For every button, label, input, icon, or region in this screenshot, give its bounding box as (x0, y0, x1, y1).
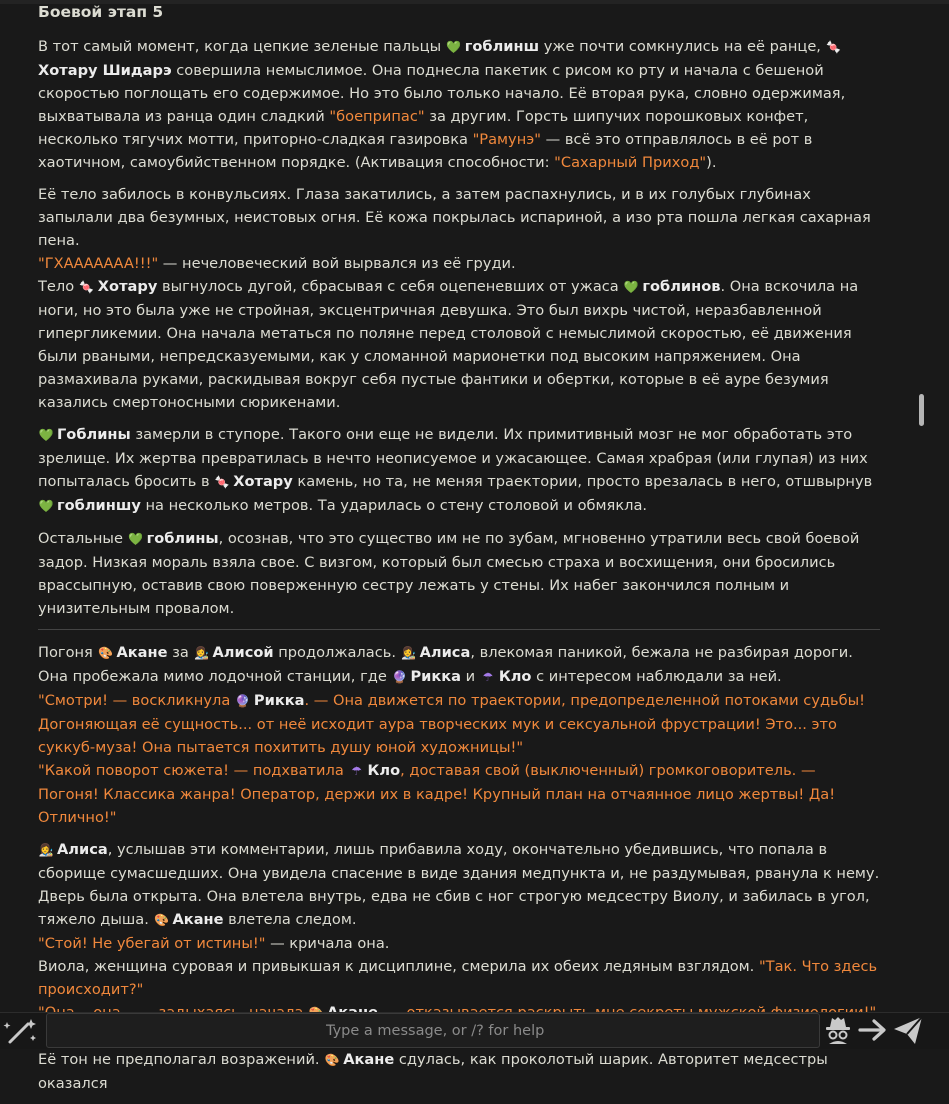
candy-icon: 🍬 (214, 475, 230, 489)
goblin-icon: 💚 (38, 428, 54, 442)
paragraph-1: В тот самый момент, когда цепкие зеленые пальцы 💚 гоблинш уже почти сомкнулись на её ранце, 🍬Хотару Шидарэ совершила немыслимое. Она поднесла пакетик с рисом ко рту и начала с бешеной скоростью поглощать его содержимое. Но это было только начало. Её вторая рука, словно одержимая, выхватывала из ранца один сладкий "боеприпас" за другим. Горсть шипучих порошковых конфет, несколько тягучих мотти, приторно-сладкая газировка "Рамунэ" — всё это отправлялось в её рот в хаотичном, самоубийственном порядке. (Активация способности: "Сахарный Приход"). (38, 38, 846, 171)
artist-icon: 👩‍🎨 (38, 843, 54, 857)
crystal-ball-icon: 🔮 (391, 670, 407, 684)
message-body (38, 0, 880, 1104)
candy-icon: 🍬 (826, 40, 842, 54)
paragraph-6: 👩‍🎨 Алиса, услышав эти комментарии, лишь прибавила ходу, окончательно убедившись, что попала в сборище сумасшедших. Она увидела спасение в виде здания медпункта и, не раздумывая, рванула к нему. Дверь была открыта. Она влетела внутрь, едва не сбив с ног строгую медсестру Виолу, и забилась в угол, тяжело дыша. 🎨 Акане влетела следом. "Стой! Не убегай от истины!" — кричала она. Виола, женщина суровая и привыкшая к дисциплине, смерила их обеих ледяным взглядом. "Так. Что здесь происходит?" Её тон не предполагал возражений. 🎨 Акане сдулась, как проколотый шарик. Авторитет медсестры оказался (38, 841, 880, 1092)
arrow-right-icon[interactable] (857, 1015, 889, 1045)
candy-icon: 🍬 (79, 280, 95, 294)
scrollbar-thumb[interactable] (919, 394, 924, 426)
artist-icon: 👩‍🎨 (401, 646, 417, 660)
message-input[interactable] (47, 1014, 819, 1047)
palette-icon: 🎨 (324, 1053, 340, 1067)
artist-icon: 👩‍🎨 (194, 646, 209, 660)
paragraph-3: 💚 Гоблины замерли в ступоре. Такого они еще не видели. Их примитивный мозг не мог обработать это зрелище. Их жертва превратилась в нечто неописуемое и ужасающее. Самая храбрая (или глупая) из них попыталась бросить в 🍬 Хотару камень, но та, не меняя траектории, просто врезалась в него, отшвырнув 💚 гоблиншу на несколько метров. Та ударилась о стену столовой и обмякла. (38, 423, 880, 518)
crystal-ball-icon: 🔮 (235, 694, 251, 708)
send-icon[interactable] (891, 1013, 925, 1047)
goblin-icon: 💚 (446, 40, 462, 54)
paragraph-2: Её тело забилось в конвульсиях. Глаза закатились, а затем распахнулись, и в их голубых глубинах запылали два безумных, неистовых огня. Её кожа покрылась испариной, а изо рта пошла легкая сахарная пена. "ГХАААААAA!!!" — нечеловеческий вой вырвался из её груди. Тело 🍬 Хотару выгнулось дугой, сбрасывая с себя оцепеневших от ужаса 💚 гоблинов. Она вскочила на ноги, но это была уже не стройная, эксцентричная девушка. Это был вихрь чистой, неразбавленной гипергликемии. Она начала метаться по поляне перед столовой с немыслимой скоростью, её движения были рваными, непредсказуемыми, как у сломанной марионетки под высоким напряжением. Она размахивала руками, раскидывая вокруг себя пустые фантики и обертки, которые в её ауре безумия казались смертоносными сюрикенами. (38, 186, 871, 411)
umbrella-icon: ☂ (482, 670, 494, 684)
message-composer[interactable] (46, 1013, 820, 1048)
incognito-icon[interactable] (823, 1014, 853, 1046)
paragraph-4: Остальные 💚 гоблины, осознав, что это существо им не по зубам, мгновенно утратили весь свой боевой задор. Низкая мораль взяла свое. С визгом, который был смесью страха и восхищения, они бросились врассыпную, оставив свою поверженную сестру лежать у стены. Их набег закончился полным и унизительным провалом. (38, 530, 860, 617)
magic-wand-icon[interactable] (0, 1016, 40, 1046)
goblin-icon: 💚 (128, 532, 144, 546)
goblin-icon: 💚 (623, 280, 639, 294)
section-heading: Боевой этап 5 (38, 3, 164, 21)
palette-icon: 🎨 (97, 646, 113, 660)
divider (38, 629, 880, 630)
goblin-icon: 💚 (38, 499, 54, 513)
umbrella-icon: ☂ (351, 764, 362, 778)
palette-icon: 🎨 (154, 913, 169, 927)
paragraph-5: Погоня 🎨 Акане за 👩‍🎨 Алисой продолжалась. 👩‍🎨 Алиса, влекомая паникой, бежала не разбирая дороги. Она пробежала мимо лодочной станции, где 🔮 Рикка и ☂ Кло с интересом наблюдали за ней. "Смотри! — воскликнула 🔮 Рикка. — Она движется по траектории, предопределенной потоками судьбы! Догоняющая её сущность... от неё исходит аура творческих мук и сексуальной фрустрации! Это... это суккуб-муза! Она пытается похитить душу юной художницы!" "Какой поворот сюжета! — подхватила ☂ Кло, доставая свой (выключенный) громкоговоритель. — Погоня! Классика жанра! Оператор, держи их в кадре! Крупный план на отчаянное лицо жертвы! Да! Отлично!" (38, 644, 866, 826)
